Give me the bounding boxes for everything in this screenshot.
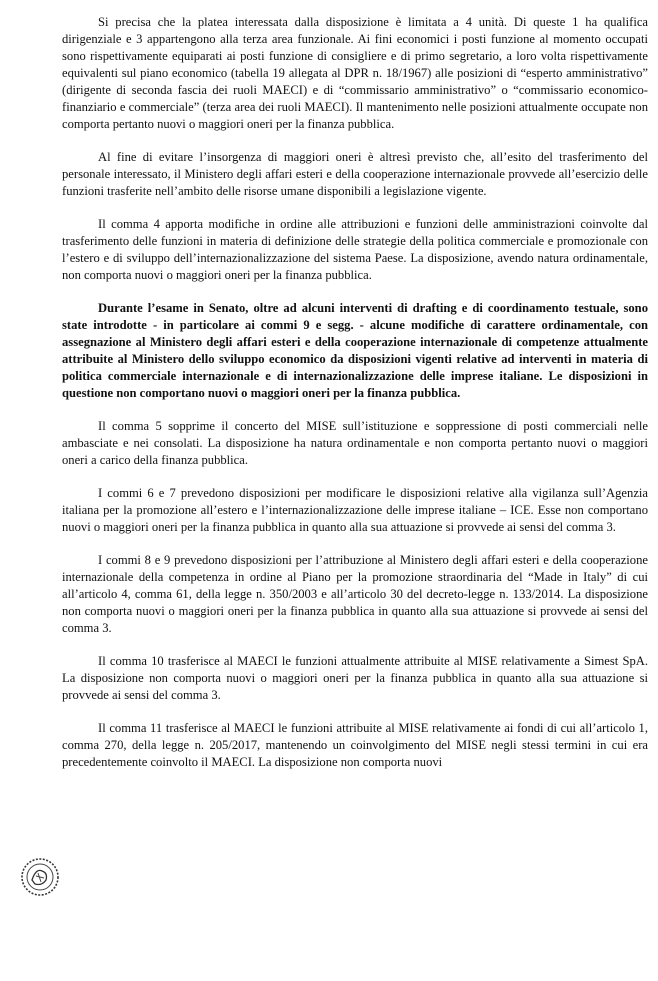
paragraph: I commi 6 e 7 prevedono disposizioni per modificare le disposizioni relative alla vigilanza sull’Agenzia italiana per la promozione all’estero e l’internazionalizzazione delle imprese italiane – ICE. Esse non comportano nuovi o maggiori oneri per la finanza pubblica in quanto alla sua attuazione si provvede ai sensi del comma 3. (62, 486, 648, 534)
paragraph: Si precisa che la platea interessata dalla disposizione è limitata a 4 unità. Di queste 1 ha qualifica dirigenziale e 3 appartengono alla terza area funzionale. Ai fini economici i posti funzione al momento occupati sono rispettivamente equiparati ai posti funzione di consigliere e di primo segretario, a loro volta rispettivamente equivalenti sul piano economico (tabella 19 allegata al DPR n. 18/1967) alle posizioni di “esperto amministrativo” (dirigente di seconda fascia dei ruoli MAECI) e di “commissario amministrativo” o “commissario economico-finanziario e commerciale” (terza area dei ruoli MAECI). Il mantenimento nelle posizioni attualmente occupate non comporta pertanto nuovi o maggiori oneri per la finanza pubblica. (62, 15, 648, 131)
paragraph: I commi 8 e 9 prevedono disposizioni per l’attribuzione al Ministero degli affari esteri e della cooperazione internazionale della competenza in ordine al Piano per la promozione straordinaria del “Made in Italy” di cui all’articolo 4, comma 61, della legge n. 350/2003 e all’articolo 30 del decreto-legge n. 133/2014. La disposizione non comporta nuovi o maggiori oneri per la finanza pubblica in quanto alla sua attuazione si provvede ai sensi del comma 3. (62, 553, 648, 635)
paragraph: Il comma 5 sopprime il concerto del MISE sull’istituzione e soppressione di posti commerciali nelle ambasciate e nei consolati. La disposizione ha natura ordinamentale e non comporta pertanto nuovi o maggiori oneri a carico della finanza pubblica. (62, 419, 648, 467)
paragraph: Il comma 10 trasferisce al MAECI le funzioni attualmente attribuite al MISE relativamente a Simest SpA. La disposizione non comporta nuovi o maggiori oneri per la finanza pubblica in quanto alla sua attuazione si provvede ai sensi del comma 3. (62, 654, 648, 702)
official-stamp-seal (20, 856, 60, 898)
document-body (62, 14, 648, 787)
paragraph: Il comma 11 trasferisce al MAECI le funzioni attribuite al MISE relativamente ai fondi di cui all’articolo 1, comma 270, della legge n. 205/2017, mantenendo un coinvolgimento del MISE negli stessi termini in cui era precedentemente coinvolto il MAECI. La disposizione non comporta nuovi (62, 721, 648, 769)
paragraph: Il comma 4 apporta modifiche in ordine alle attribuzioni e funzioni delle amministrazioni coinvolte dal trasferimento delle funzioni in materia di definizione delle strategie della politica commerciale e promozionale con l’estero e di sviluppo dell’internazionalizzazione del sistema Paese. La disposizione, avendo natura ordinamentale, non comporta nuovi o maggiori oneri per la finanza pubblica. (62, 217, 648, 282)
paragraph: Al fine di evitare l’insorgenza di maggiori oneri è altresì previsto che, all’esito del trasferimento del personale interessato, il Ministero degli affari esteri e della cooperazione internazionale provvede all’esercizio delle funzioni trasferite nell’ambito delle risorse umane disponibili a legislazione vigente. (62, 150, 648, 198)
paragraph-bold-senate-note: Durante l’esame in Senato, oltre ad alcuni interventi di drafting e di coordinamento testuale, sono state introdotte - in particolare ai commi 9 e segg. - alcune modifiche di carattere ordinamentale, con assegnazione al Ministero degli affari esteri e della cooperazione internazionale di competenze attualmente attribuite al Ministero dello sviluppo economico da disposizioni vigenti relative ad interventi in materia di politica commerciale internazionale e di internazionalizzazione delle imprese italiane. Le disposizioni in questione non comportano nuovi o maggiori oneri per la finanza pubblica. (62, 301, 648, 400)
